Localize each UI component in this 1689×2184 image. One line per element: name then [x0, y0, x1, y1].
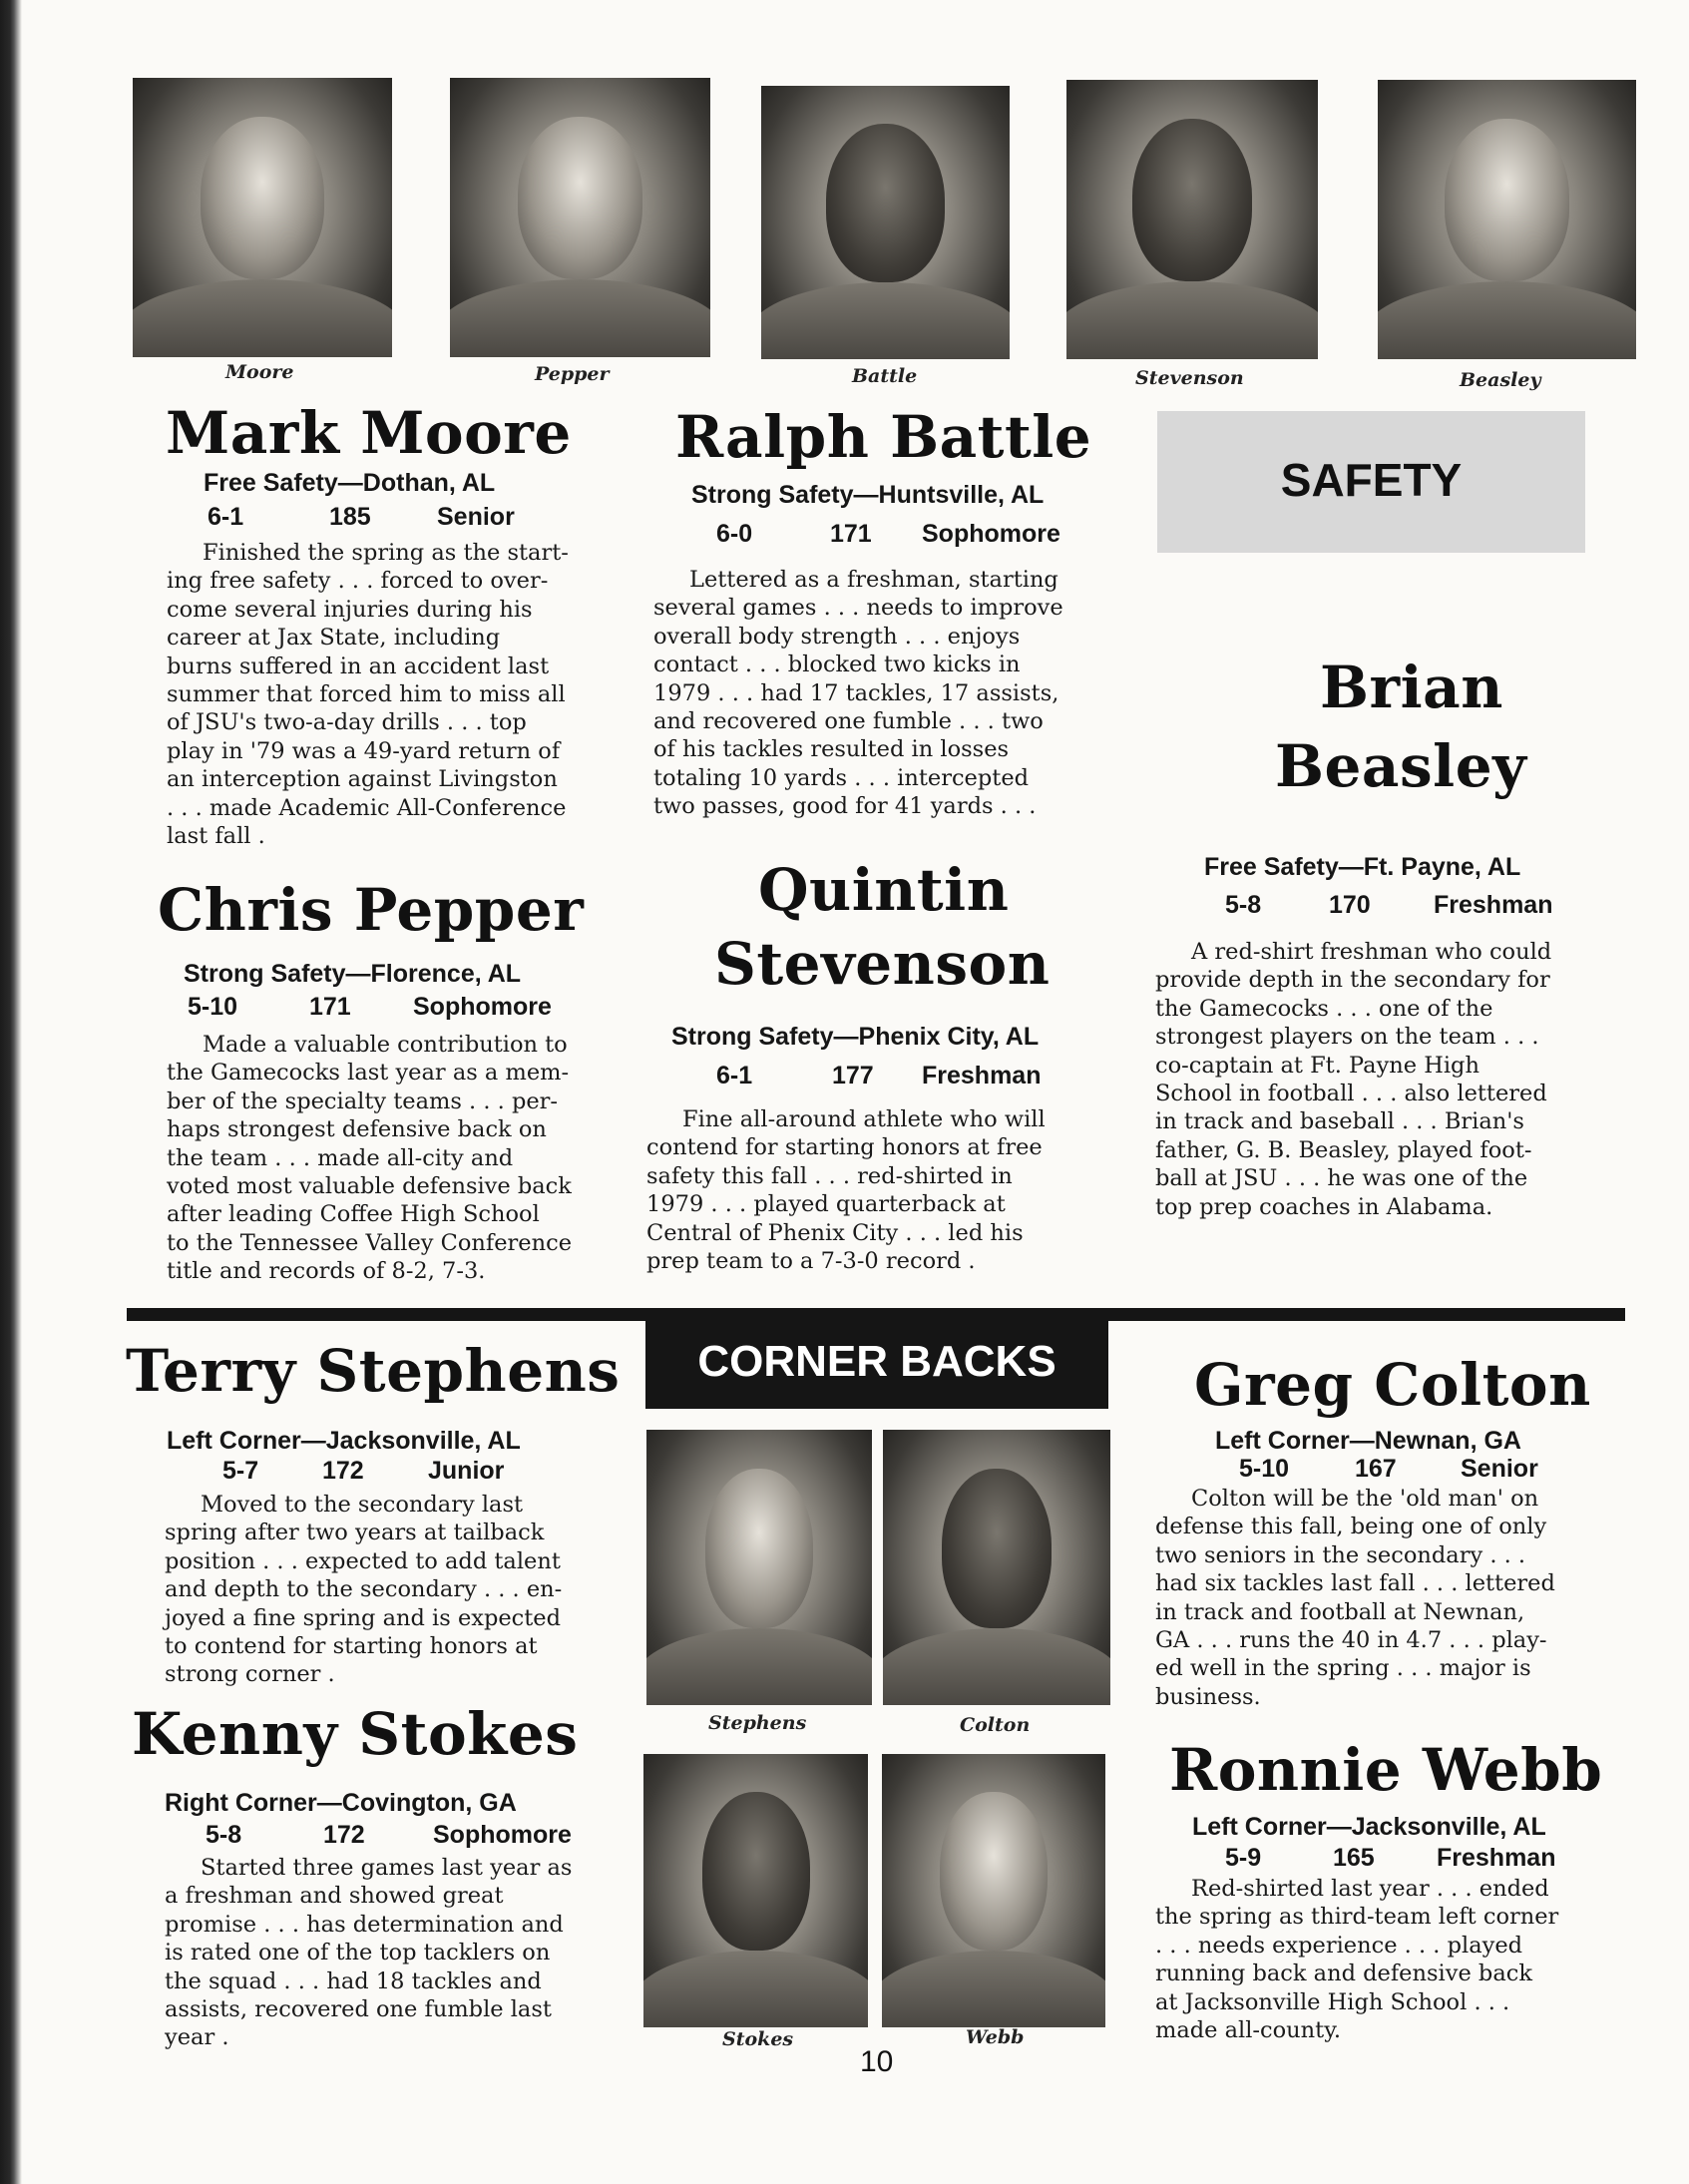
player-name-pepper: Chris Pepper	[158, 876, 585, 944]
position-webb: Left Corner—Jacksonville, AL	[1192, 1813, 1546, 1841]
section-header-corner-backs: CORNER BACKS	[645, 1319, 1108, 1409]
position-colton: Left Corner—Newnan, GA	[1215, 1427, 1521, 1455]
caption-stephens: Stephens	[708, 1712, 807, 1734]
player-name-stevenson-last: Stevenson	[714, 930, 1051, 998]
player-name-battle: Ralph Battle	[675, 403, 1092, 471]
bio-moore: Finished the spring as the start- ing free safety . . . forced to over- come several injuries during his career at Jax State, including burns suffered in an accident last summer that forced him to miss all of JSU's two-a-day drills . . . top play in '79 was a 49-yard return of an interception against Livingston . . . made Academic All-Conference last fall .	[167, 540, 569, 850]
stats-beasley	[1225, 889, 1552, 921]
position-stephens: Left Corner—Jacksonville, AL	[167, 1427, 521, 1455]
photo-pepper	[450, 78, 710, 357]
photo-stevenson	[1066, 80, 1318, 359]
photo-battle	[761, 86, 1010, 359]
player-name-stephens: Terry Stephens	[126, 1337, 621, 1405]
stats-pepper	[188, 991, 552, 1023]
height-stokes: 5-8	[206, 1821, 242, 1849]
position-pepper: Strong Safety—Florence, AL	[184, 960, 522, 988]
bio-stokes: Started three games last year as a freshman and showed great promise . . . has determination and is rated one of the top tacklers on the squad . . . had 18 tackles and assists, recovered one fumble last year .	[165, 1855, 573, 2051]
height-stevenson: 6-1	[716, 1062, 753, 1090]
page-number: 10	[860, 2045, 894, 2078]
caption-stevenson: Stevenson	[1135, 367, 1244, 389]
height-colton: 5-10	[1239, 1455, 1290, 1483]
bio-beasley: A red-shirt freshman who could provide depth in the secondary for the Gamecocks . . . one of the strongest players on the team . . . co-captain at Ft. Payne High School in football . . . also lettered in track and baseball . . . Brian's father, G. B. Beasley, played foot- ball at JSU . . . he was one of the top prep coaches in Alabama.	[1155, 939, 1552, 1220]
binding-edge	[0, 0, 22, 2184]
player-name-moore: Mark Moore	[166, 399, 572, 467]
player-name-webb: Ronnie Webb	[1169, 1736, 1603, 1804]
bio-stevenson: Fine all-around athlete who will contend for starting honors at free safety this fall . . . red-shirted in 1979 . . . played quarterback at Central of Phenix City . . . led his prep team to a 7-3-0 record .	[646, 1106, 1046, 1275]
weight-webb: 165	[1333, 1844, 1375, 1872]
height-stephens: 5-7	[222, 1457, 259, 1485]
player-name-stokes: Kenny Stokes	[132, 1700, 579, 1768]
stats-colton	[1239, 1453, 1538, 1485]
class-stokes: Sophomore	[433, 1821, 572, 1849]
class-beasley: Freshman	[1434, 891, 1553, 919]
stats-stevenson	[716, 1060, 1041, 1092]
caption-pepper: Pepper	[535, 363, 610, 385]
photo-stokes	[643, 1754, 868, 2027]
weight-pepper: 171	[309, 993, 351, 1021]
bio-battle: Lettered as a freshman, starting several games . . . needs to improve overall body strength . . . enjoys contact . . . blocked two kicks in 1979 . . . had 17 tackles, 17 assists, and recovered one fumble . . . two of his tackles resulted in losses totaling 10 yards . . . intercepted two passes, good for 41 yards . . .	[653, 567, 1063, 820]
weight-beasley: 170	[1329, 891, 1371, 919]
section-header-safety: SAFETY	[1157, 411, 1585, 553]
caption-stokes: Stokes	[722, 2028, 794, 2050]
caption-moore: Moore	[225, 361, 294, 383]
stats-stephens	[222, 1455, 504, 1487]
bio-pepper: Made a valuable contribution to the Gamecocks last year as a mem- ber of the specialty teams . . . per- haps strongest defensive back on the team . . . made all-city and voted most valuable defensive back after leading Coffee High School to the Tennessee Valley Conference title and records of 8-2, 7-3.	[167, 1032, 573, 1285]
caption-colton: Colton	[960, 1714, 1031, 1736]
photo-stephens	[646, 1430, 872, 1705]
position-beasley: Free Safety—Ft. Payne, AL	[1204, 853, 1521, 881]
caption-battle: Battle	[852, 365, 918, 387]
class-battle: Sophomore	[922, 520, 1060, 548]
weight-moore: 185	[329, 503, 371, 531]
position-stevenson: Strong Safety—Phenix City, AL	[671, 1023, 1040, 1051]
bio-webb: Red-shirted last year . . . ended the spring as third-team left corner . . . needs experience . . . played running back and defensive back at Jacksonville High School . . . made all-county.	[1155, 1876, 1559, 2044]
class-stephens: Junior	[428, 1457, 505, 1485]
height-battle: 6-0	[716, 520, 753, 548]
class-colton: Senior	[1461, 1455, 1538, 1483]
player-name-beasley-first: Brian	[1320, 654, 1503, 721]
weight-colton: 167	[1355, 1455, 1397, 1483]
bio-stephens: Moved to the secondary last spring after two years at tailback position . . . expected to add talent and depth to the secondary . . . en- joyed a fine spring and is expected to contend for starting honors at strong corner .	[165, 1492, 563, 1688]
weight-stephens: 172	[322, 1457, 364, 1485]
caption-beasley: Beasley	[1460, 369, 1541, 391]
position-battle: Strong Safety—Huntsville, AL	[691, 481, 1045, 509]
stats-stokes	[206, 1819, 572, 1851]
height-webb: 5-9	[1225, 1844, 1262, 1872]
player-name-beasley-last: Beasley	[1275, 732, 1527, 800]
stats-moore	[208, 501, 515, 533]
caption-webb: Webb	[966, 2026, 1025, 2048]
class-moore: Senior	[437, 503, 515, 531]
height-beasley: 5-8	[1225, 891, 1262, 919]
photo-colton	[883, 1430, 1110, 1705]
bio-colton: Colton will be the 'old man' on defense this fall, being one of only two seniors in the secondary . . . had six tackles last fall . . . lettered in track and football at Newnan, GA . . . runs the 40 in 4.7 . . . play- ed well in the spring . . . major is business.	[1155, 1486, 1555, 1710]
position-stokes: Right Corner—Covington, GA	[165, 1789, 517, 1817]
height-pepper: 5-10	[188, 993, 238, 1021]
stats-battle	[716, 518, 1060, 550]
class-stevenson: Freshman	[922, 1062, 1042, 1090]
weight-stevenson: 177	[832, 1062, 874, 1090]
weight-stokes: 172	[323, 1821, 365, 1849]
height-moore: 6-1	[208, 503, 244, 531]
photo-beasley	[1378, 80, 1636, 359]
player-name-colton: Greg Colton	[1194, 1351, 1591, 1419]
weight-battle: 171	[830, 520, 872, 548]
photo-webb	[882, 1754, 1105, 2027]
position-moore: Free Safety—Dothan, AL	[204, 469, 496, 497]
class-webb: Freshman	[1437, 1844, 1556, 1872]
photo-moore	[133, 78, 392, 357]
class-pepper: Sophomore	[413, 993, 552, 1021]
player-name-stevenson-first: Quintin	[758, 856, 1010, 924]
stats-webb	[1225, 1842, 1555, 1874]
